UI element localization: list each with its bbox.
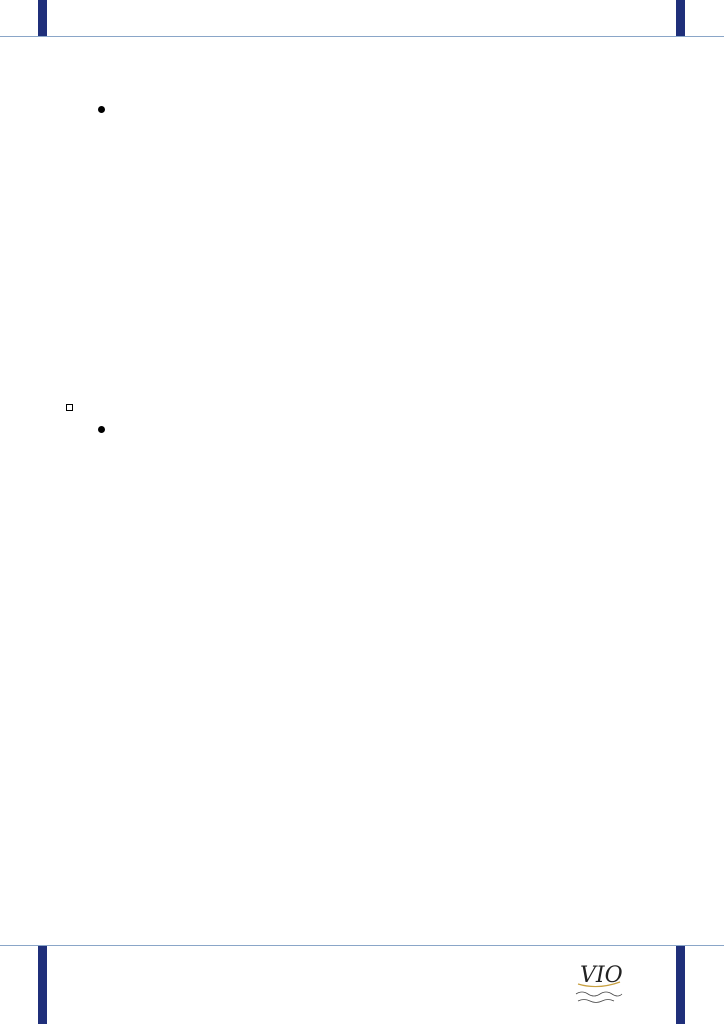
top-left-bar bbox=[38, 0, 47, 36]
checkbox-square-icon bbox=[66, 404, 73, 411]
section2-heading bbox=[66, 404, 85, 411]
top-rule bbox=[0, 36, 724, 37]
bottom-left-bar bbox=[38, 946, 47, 1024]
top-right-bar bbox=[676, 0, 685, 36]
bottom-rule bbox=[0, 945, 724, 946]
bottom-right-bar bbox=[676, 946, 685, 1024]
svg-text:VIO: VIO bbox=[580, 963, 623, 988]
author-seal-logo bbox=[568, 956, 630, 1006]
bullet-dot-icon bbox=[98, 426, 105, 433]
section1-heading bbox=[98, 106, 117, 113]
section2-subheading bbox=[98, 426, 117, 433]
bullet-dot-icon bbox=[98, 106, 105, 113]
